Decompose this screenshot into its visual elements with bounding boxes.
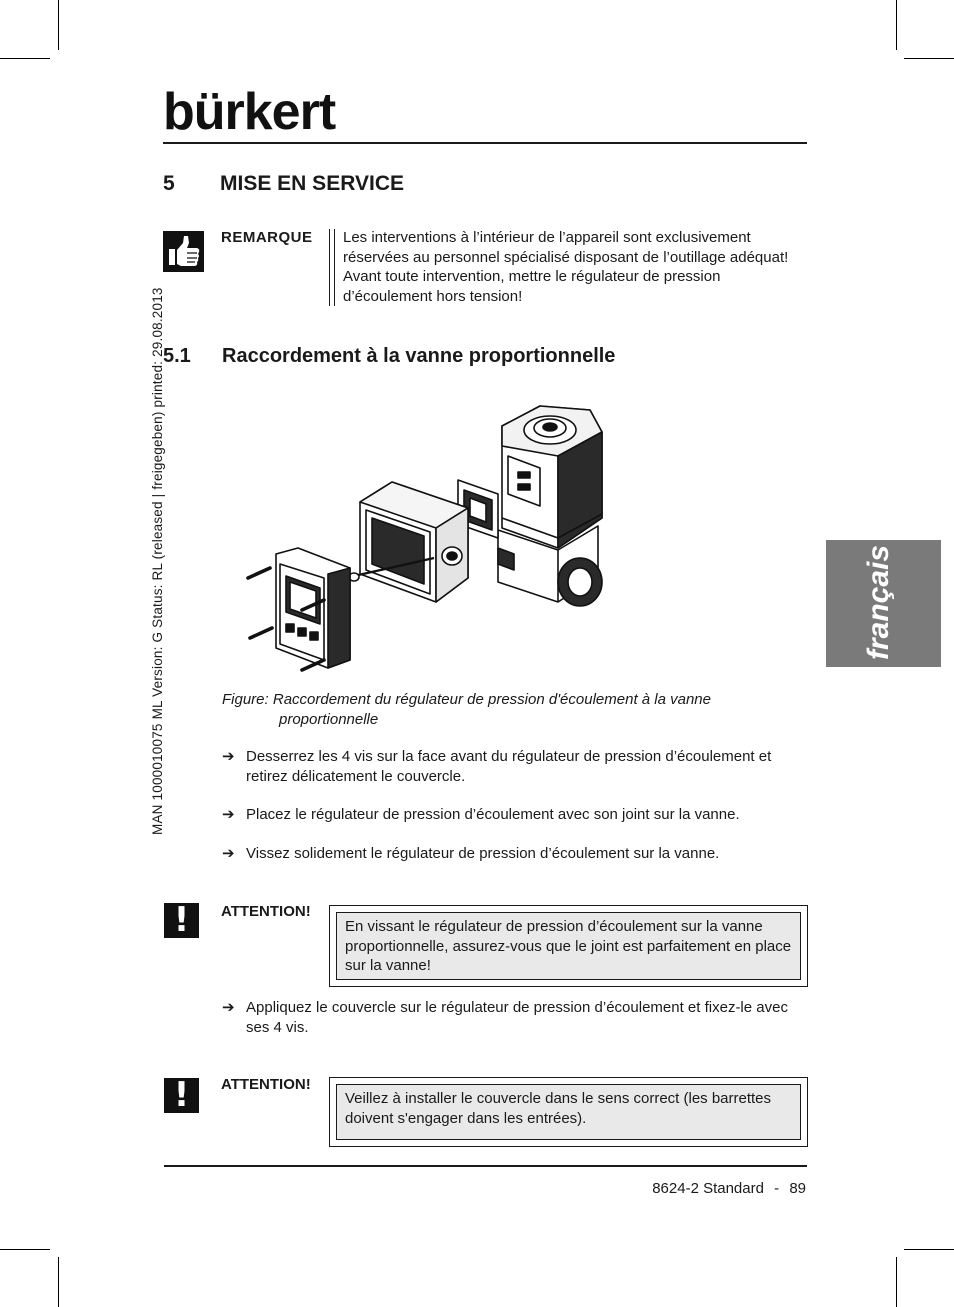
figure-caption-prefix: Figure: [222,691,269,708]
attention-label: ATTENTION! [221,1076,311,1093]
step-text: Desserrez les 4 vis sur la face avant du régulateur de pression d’écoulement et retirez délicatement le couvercle. [246,748,772,785]
crop-mark [904,1249,954,1250]
subsection-title: Raccordement à la vanne proportionnelle [222,345,616,367]
document-id: 8624-2 Standard [652,1180,764,1197]
subsection-number: 5.1 [163,345,191,367]
arrow-icon: ➔ [222,748,235,765]
step-text: Appliquez le couvercle sur le régulateur de pression d’écoulement et fixez-le avec ses 4 vis. [246,999,788,1036]
crop-mark [896,0,897,50]
warning-icon: ! [164,1078,199,1113]
crop-mark [58,0,59,50]
figure-caption-line1: Raccordement du régulateur de pression d'écoulement à la vanne [272,691,711,708]
figure-caption-line2: proportionnelle [279,710,379,728]
crop-mark [0,58,50,59]
crop-mark [896,1257,897,1307]
step-text: Vissez solidement le régulateur de pression d’écoulement sur la vanne. [246,845,720,862]
attention-box [329,1077,808,1147]
list-item [222,998,807,1038]
crop-mark [0,1249,50,1250]
footer-separator: - [774,1180,780,1197]
valve-assembly-illustration [240,398,620,680]
divider [329,229,330,306]
section-title: MISE EN SERVICE [220,172,404,195]
document-meta-vertical: MAN 1000010075 ML Version: G Status: RL (released | freigegeben) printed: 29.08.2013 [150,287,165,835]
list-item [222,747,807,787]
language-tab-label: français [862,544,895,660]
list-item [222,805,807,825]
section-number: 5 [163,172,175,195]
footer-rule [164,1165,807,1167]
divider [334,229,335,306]
list-item [222,844,807,864]
crop-mark [58,1257,59,1307]
remarque-label: REMARQUE [221,229,313,246]
arrow-icon: ➔ [222,999,235,1016]
attention-text: En vissant le régulateur de pression d’écoulement sur la vanne proportionnelle, assurez-vous que le joint est parfaitement en place sur la vanne! [345,918,792,974]
header-rule [163,142,807,144]
attention-label: ATTENTION! [221,903,311,920]
figure-caption [222,690,802,729]
brand-logo: bürkert [163,83,336,141]
page-number: 89 [789,1180,806,1197]
warning-icon: ! [164,903,199,938]
remarque-text: Les interventions à l’intérieur de l’appareil sont exclusivement réservées au personnel spécialisé disposant de l’outillage adéquat! Avant toute intervention, mettre le régulateur de pression d’écoulement hors tension! [343,229,789,305]
thumbs-up-icon [163,231,204,272]
page-footer [560,1180,806,1197]
step-text: Placez le régulateur de pression d’écoulement avec son joint sur la vanne. [246,806,740,823]
attention-text: Veillez à installer le couvercle dans le sens correct (les barrettes doivent s'engager dans les entrées). [345,1090,772,1127]
arrow-icon: ➔ [222,806,235,823]
arrow-icon: ➔ [222,845,235,862]
crop-mark [904,58,954,59]
attention-box [329,905,808,987]
